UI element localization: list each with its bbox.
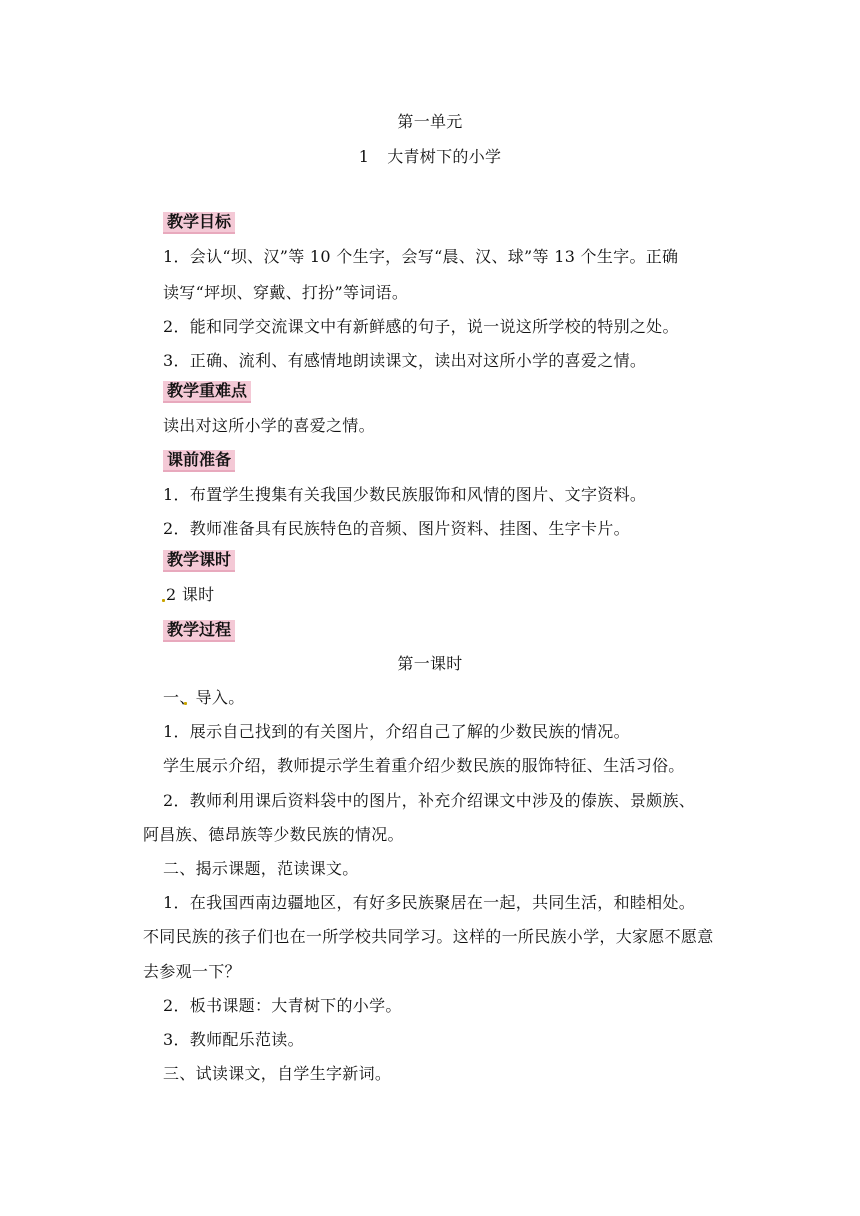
process-line: 三、试读课文，自学生字新词。 xyxy=(163,1064,392,1083)
process-line: 二、揭示课题，范读课文。 xyxy=(163,859,359,878)
goal-item-1-line-1: 1．会认“坝、汉”等 10 个生字，会写“晨、汉、球”等 13 个生字。正确 xyxy=(163,247,679,266)
process-line: 1．展示自己找到的有关图片，介绍自己了解的少数民族的情况。 xyxy=(163,722,630,741)
process-line: 去参观一下？ xyxy=(143,962,241,981)
process-line: 阿昌族、德昂族等少数民族的情况。 xyxy=(143,825,404,844)
process-line: 一、导入。 xyxy=(163,688,245,707)
section-heading-goals: 教学目标 xyxy=(163,212,235,234)
lesson-number: 1 xyxy=(358,147,370,166)
process-line: 3．教师配乐范读。 xyxy=(163,1030,304,1049)
process-line: 2．板书课题：大青树下的小学。 xyxy=(163,996,402,1015)
goal-item-2: 2．能和同学交流课文中有新鲜感的句子，说一说这所学校的特别之处。 xyxy=(163,317,679,336)
edit-mark xyxy=(162,599,165,602)
process-line: 2．教师利用课后资料袋中的图片，补充介绍课文中涉及的傣族、景颇族、 xyxy=(163,791,696,810)
prep-item-2: 2．教师准备具有民族特色的音频、图片资料、挂图、生字卡片。 xyxy=(163,519,630,538)
prep-item-1: 1．布置学生搜集有关我国少数民族服饰和风情的图片、文字资料。 xyxy=(163,485,647,504)
goal-item-1-line-2: 读写“坪坝、穿戴、打扮”等词语。 xyxy=(163,283,409,302)
lesson-title: 大青树下的小学 xyxy=(387,147,502,166)
process-line: 1．在我国西南边疆地区，有好多民族聚居在一起，共同生活，和睦相处。 xyxy=(163,893,696,912)
section-heading-prep: 课前准备 xyxy=(163,450,235,472)
keypoints-text: 读出对这所小学的喜爱之情。 xyxy=(163,416,375,435)
lesson-title-line xyxy=(0,147,860,167)
hours-text: 2 课时 xyxy=(166,585,215,604)
process-line: 学生展示介绍，教师提示学生着重介绍少数民族的服饰特征、生活习俗。 xyxy=(163,756,685,775)
goal-item-3: 3．正确、流利、有感情地朗读课文，读出对这所小学的喜爱之情。 xyxy=(163,351,647,370)
process-line: 不同民族的孩子们也在一所学校共同学习。这样的一所民族小学，大家愿不愿意 xyxy=(143,927,714,946)
unit-title: 第一单元 xyxy=(397,112,463,131)
period-title: 第一课时 xyxy=(397,654,463,673)
section-heading-process: 教学过程 xyxy=(163,620,235,642)
section-heading-hours: 教学课时 xyxy=(163,550,235,572)
section-heading-keypoints: 教学重难点 xyxy=(163,381,251,403)
